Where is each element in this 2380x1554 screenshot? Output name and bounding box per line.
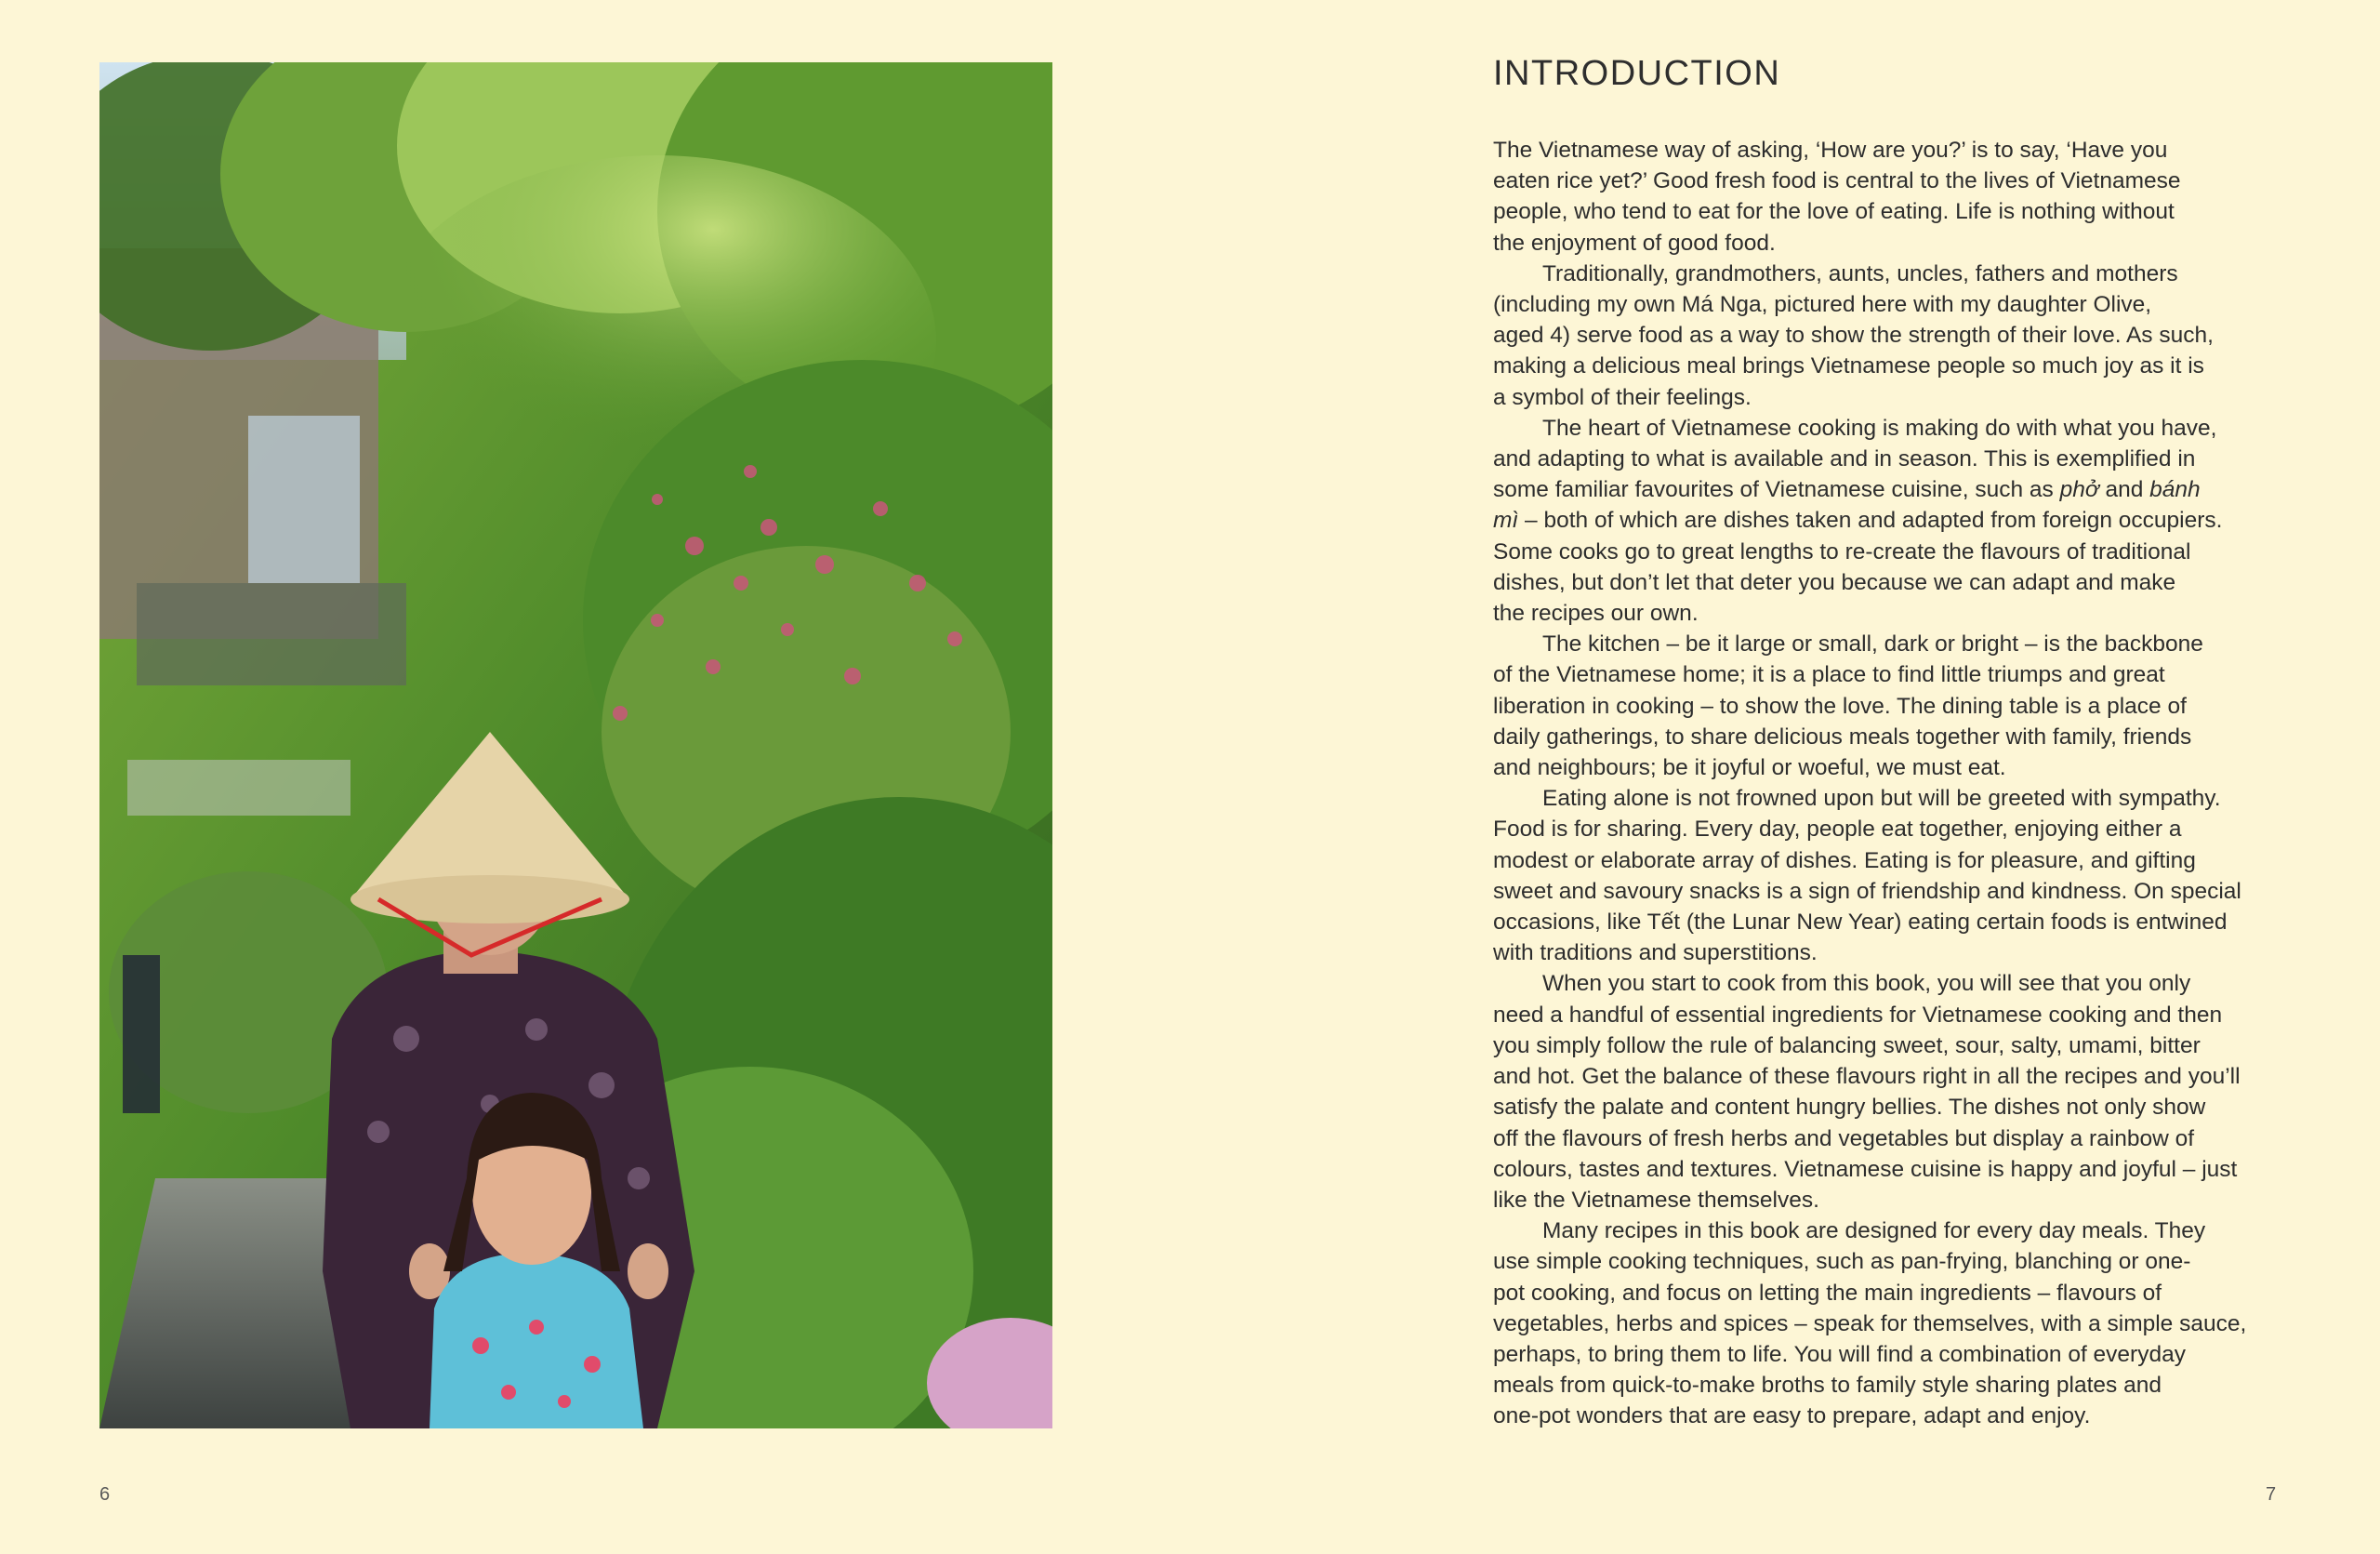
text-line: Some cooks go to great lengths to re-create the flavours of traditional [1493, 538, 2191, 564]
paragraph [1493, 135, 2283, 259]
text-line: need a handful of essential ingredients for Vietnamese cooking and then [1493, 1002, 2223, 1028]
text-line: making a delicious meal brings Vietnamese people so much joy as it is [1493, 353, 2204, 379]
text-line: modest or elaborate array of dishes. Eating is for pleasure, and gifting [1493, 847, 2196, 873]
text-line: colours, tastes and textures. Vietnamese cuisine is happy and joyful – just [1493, 1156, 2238, 1182]
text-line: a symbol of their feelings. [1493, 384, 1752, 410]
introduction-body [1493, 135, 2283, 1432]
text-line: and neighbours; be it joyful or woeful, we must eat. [1493, 755, 2006, 781]
paragraph [1493, 968, 2283, 1215]
text-line: vegetables, herbs and spices – speak for themselves, with a simple sauce, [1493, 1310, 2247, 1336]
text-line: Food is for sharing. Every day, people eat together, enjoying either a [1493, 817, 2182, 843]
text-line: eaten rice yet?’ Good fresh food is central to the lives of Vietnamese [1493, 168, 2181, 194]
garden-photo [99, 62, 1052, 1428]
text-line: dishes, but don’t let that deter you because we can adapt and make [1493, 569, 2176, 595]
text-line: Eating alone is not frowned upon but will be greeted with sympathy. [1542, 786, 2221, 812]
text-line: occasions, like Tết (the Lunar New Year) eating certain foods is entwined [1493, 910, 2228, 936]
paragraph [1493, 259, 2283, 413]
text-line: perhaps, to bring them to life. You will find a combination of everyday [1493, 1341, 2186, 1367]
text-line: of the Vietnamese home; it is a place to find little triumps and great [1493, 662, 2165, 688]
page-title: INTRODUCTION [1493, 54, 1781, 93]
paragraph [1493, 783, 2283, 968]
paragraph [1493, 629, 2283, 783]
text-line: people, who tend to eat for the love of eating. Life is nothing without [1493, 199, 2175, 225]
text-line: When you start to cook from this book, you will see that you only [1542, 971, 2191, 997]
text-line: some familiar favourites of Vietnamese cuisine, such as phở and bánh [1493, 477, 2201, 503]
text-line: Many recipes in this book are designed for every day meals. They [1542, 1218, 2206, 1244]
text-line: off the flavours of fresh herbs and vegetables but display a rainbow of [1493, 1125, 2195, 1151]
text-line: the enjoyment of good food. [1493, 230, 1776, 256]
text-line: mì – both of which are dishes taken and adapted from foreign occupiers. [1493, 508, 2223, 534]
text-line: (including my own Má Nga, pictured here with my daughter Olive, [1493, 292, 2152, 318]
text-line: you simply follow the rule of balancing sweet, sour, salty, umami, bitter [1493, 1032, 2201, 1058]
text-line: the recipes our own. [1493, 601, 1699, 627]
text-line: Traditionally, grandmothers, aunts, uncles, fathers and mothers [1542, 260, 2178, 286]
text-line: sweet and savoury snacks is a sign of friendship and kindness. On special [1493, 878, 2241, 904]
text-line: meals from quick-to-make broths to family style sharing plates and [1493, 1373, 2162, 1399]
text-line: satisfy the palate and content hungry bellies. The dishes not only show [1493, 1095, 2206, 1121]
text-line: one-pot wonders that are easy to prepare, adapt and enjoy. [1493, 1403, 2091, 1429]
paragraph [1493, 1215, 2283, 1431]
page-number-left: 6 [99, 1484, 111, 1505]
text-line: use simple cooking techniques, such as pan-frying, blanching or one- [1493, 1249, 2191, 1275]
text-line: The heart of Vietnamese cooking is making do with what you have, [1542, 415, 2217, 441]
page-number-right: 7 [2266, 1484, 2277, 1505]
text-line: liberation in cooking – to show the love. The dining table is a place of [1493, 693, 2187, 719]
photo-illustration [99, 62, 1052, 1428]
text-line: daily gatherings, to share delicious meals together with family, friends [1493, 724, 2192, 750]
text-line: The Vietnamese way of asking, ‘How are you?’ is to say, ‘Have you [1493, 138, 2168, 163]
text-line: like the Vietnamese themselves. [1493, 1187, 1819, 1213]
text-line: aged 4) serve food as a way to show the strength of their love. As such, [1493, 323, 2214, 349]
paragraph [1493, 413, 2283, 629]
text-line: The kitchen – be it large or small, dark or bright – is the backbone [1542, 631, 2203, 657]
text-line: with traditions and superstitions. [1493, 940, 1818, 966]
text-line: and hot. Get the balance of these flavours right in all the recipes and you’ll [1493, 1064, 2241, 1090]
text-line: and adapting to what is available and in season. This is exemplified in [1493, 446, 2196, 472]
text-line: pot cooking, and focus on letting the main ingredients – flavours of [1493, 1280, 2162, 1306]
